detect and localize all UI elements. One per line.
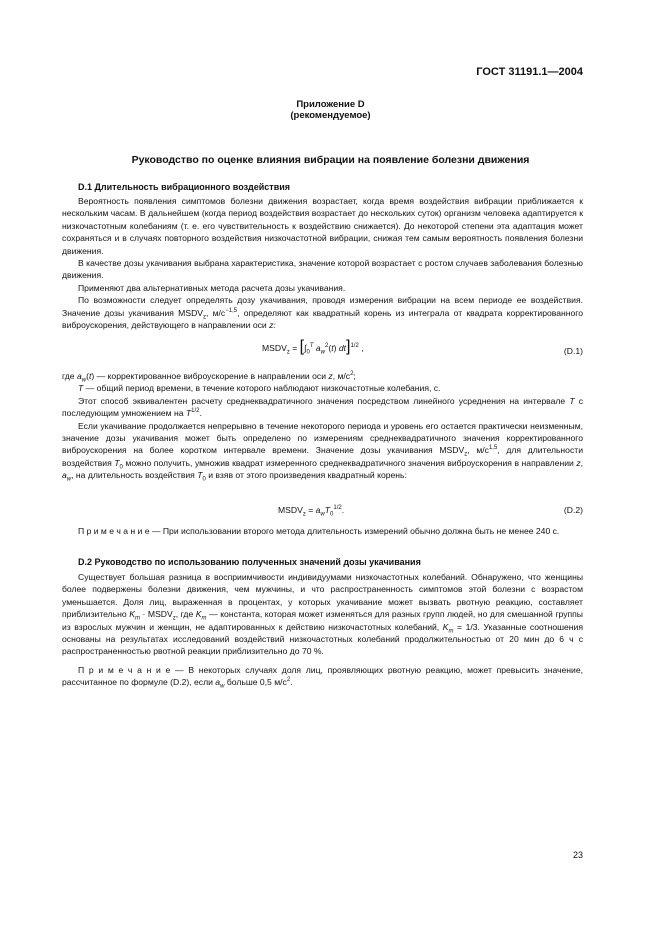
- appendix-title: Приложение D: [296, 99, 365, 110]
- standard-number: ГОСТ 31191.1—2004: [476, 66, 583, 78]
- paragraph: Вероятность появления симптомов болезни движения возрастает, когда время воздействия вибрации приближается к нескольким часам. В дальнейшем (когда период воздействия возрастает до нескольких суток) организм человека адаптируется к низкочастотным колебаниям (т. е. его чувствительность к воздействию снижается). До некоторой степени эта адаптация может сохраняться и в случаях повторного воздействия низкочастотной вибрации, снижая тем самым вероятность появления болезни движения.: [62, 196, 583, 256]
- paragraph: Существует большая разница в восприимчивости индивидуумами низкочастотных колебаний. Обнаружено, что женщины более подвержены болезни движения, чем мужчины, и что распространенность симптомов этой болезни с возрастом уменьшается. Доля лиц, выраженная в процентах, у которых укачивание может вызвать рвотную реакцию, составляет приблизительно $K_m$ · $MSDV_z$, где $K_m$ — константа, которая может изменяться для разных групп людей, но для смешанной группы из взрослых мужчин и женщин, не адаптированных к действию низкочастотных колебаний, $K_m = 1/3$. Указанные соотношения основаны на результатах исследований воздействий низкочастотных колебаний продолжительностью от 20 мин до 6 ч с распространенностью рвотной реакции приблизительно до 70 %.: [62, 572, 583, 657]
- paragraph: Если укачивание продолжается непрерывно в течение некоторого периода и уровень его остается практически неизменным, значение дозы укачивания может быть определено по измерениям среднеквадратичного значения корректированного виброускорения на более коротком интервале времени. Значение дозы укачивания $MSDV_z$, $м/с^{1,5}$, для длительности воздействия $T_0$ можно получить, умножив квадрат измеренного среднеквадратичного значения виброускорения в направлении z, $a_w$, на длительность воздействия $T_0$ и взяв от этого произведения квадратный корень:: [62, 420, 584, 483]
- section-d1-heading: D.1 Длительность вибрационного воздействия: [78, 182, 291, 192]
- appendix-subtitle: (рекомендуемое): [290, 110, 371, 121]
- formula-d1: [62, 338, 583, 368]
- paragraph: По возможности следует определять дозу укачивания, проводя измерения вибрации на всем периоде ее воздействия. Значение дозы укачивания $MSDV_z$, $м/с^{-1,5}$, определяют как квадратный корень из интеграла от квадрата корректированного виброускорения, действующего в направлении оси z:: [62, 295, 583, 331]
- paragraph: Этот способ эквивалентен расчету среднеквадратичного значения посредством линейного усреднения на интервале T с последующим умножением на $T^{1/2}$.: [62, 395, 584, 419]
- note: П р и м е ч а н и е — В некоторых случаях доля лиц, проявляющих рвотную реакцию, может превысить значение, рассчитанное по формуле (D.2), если $a_w$ больше 0,5 $м/с^2$.: [62, 664, 584, 690]
- page-number: 23: [572, 850, 583, 860]
- document-title: Руководство по оценке влияния вибрации на появление болезни движения: [131, 154, 530, 166]
- formula-d1-number: (D.1): [563, 346, 583, 356]
- section-d2-heading: D.2 Руководство по использованию полученных значений дозы укачивания: [78, 557, 421, 567]
- paragraph: где $a_w(t)$ — корректированное виброускорение в направлении оси z, $м/с^2$;: [62, 371, 356, 384]
- section-d2-body: [62, 571, 583, 689]
- section-d1-body-2: [62, 370, 583, 482]
- paragraph: Применяют два альтернативных метода расчета дозы укачивания.: [78, 282, 346, 293]
- formula-d1-expression: $MSDV_z = [\int_0^T$ $a_w^2(t)$ dt]$^{1/2}$ ,: [262, 338, 364, 356]
- note: П р и м е ч а н и е — При использовании второго метода длительность измерений обычно должна быть не менее 240 с.: [78, 526, 560, 536]
- section-d1-body: [62, 195, 583, 331]
- formula-d2-expression: $MSDV_z = a_wT_0^{1/2}$.: [278, 505, 345, 518]
- formula-d2-number: (D.2): [563, 505, 583, 515]
- note-d1: [62, 525, 583, 537]
- paragraph: T — общий период времени, в течение которого наблюдают низкочастотные колебания, с.: [78, 383, 441, 394]
- paragraph: В качестве дозы укачивания выбрана характеристика, значение которой возрастает с ростом случаев заболевания болезнью движения.: [62, 258, 583, 281]
